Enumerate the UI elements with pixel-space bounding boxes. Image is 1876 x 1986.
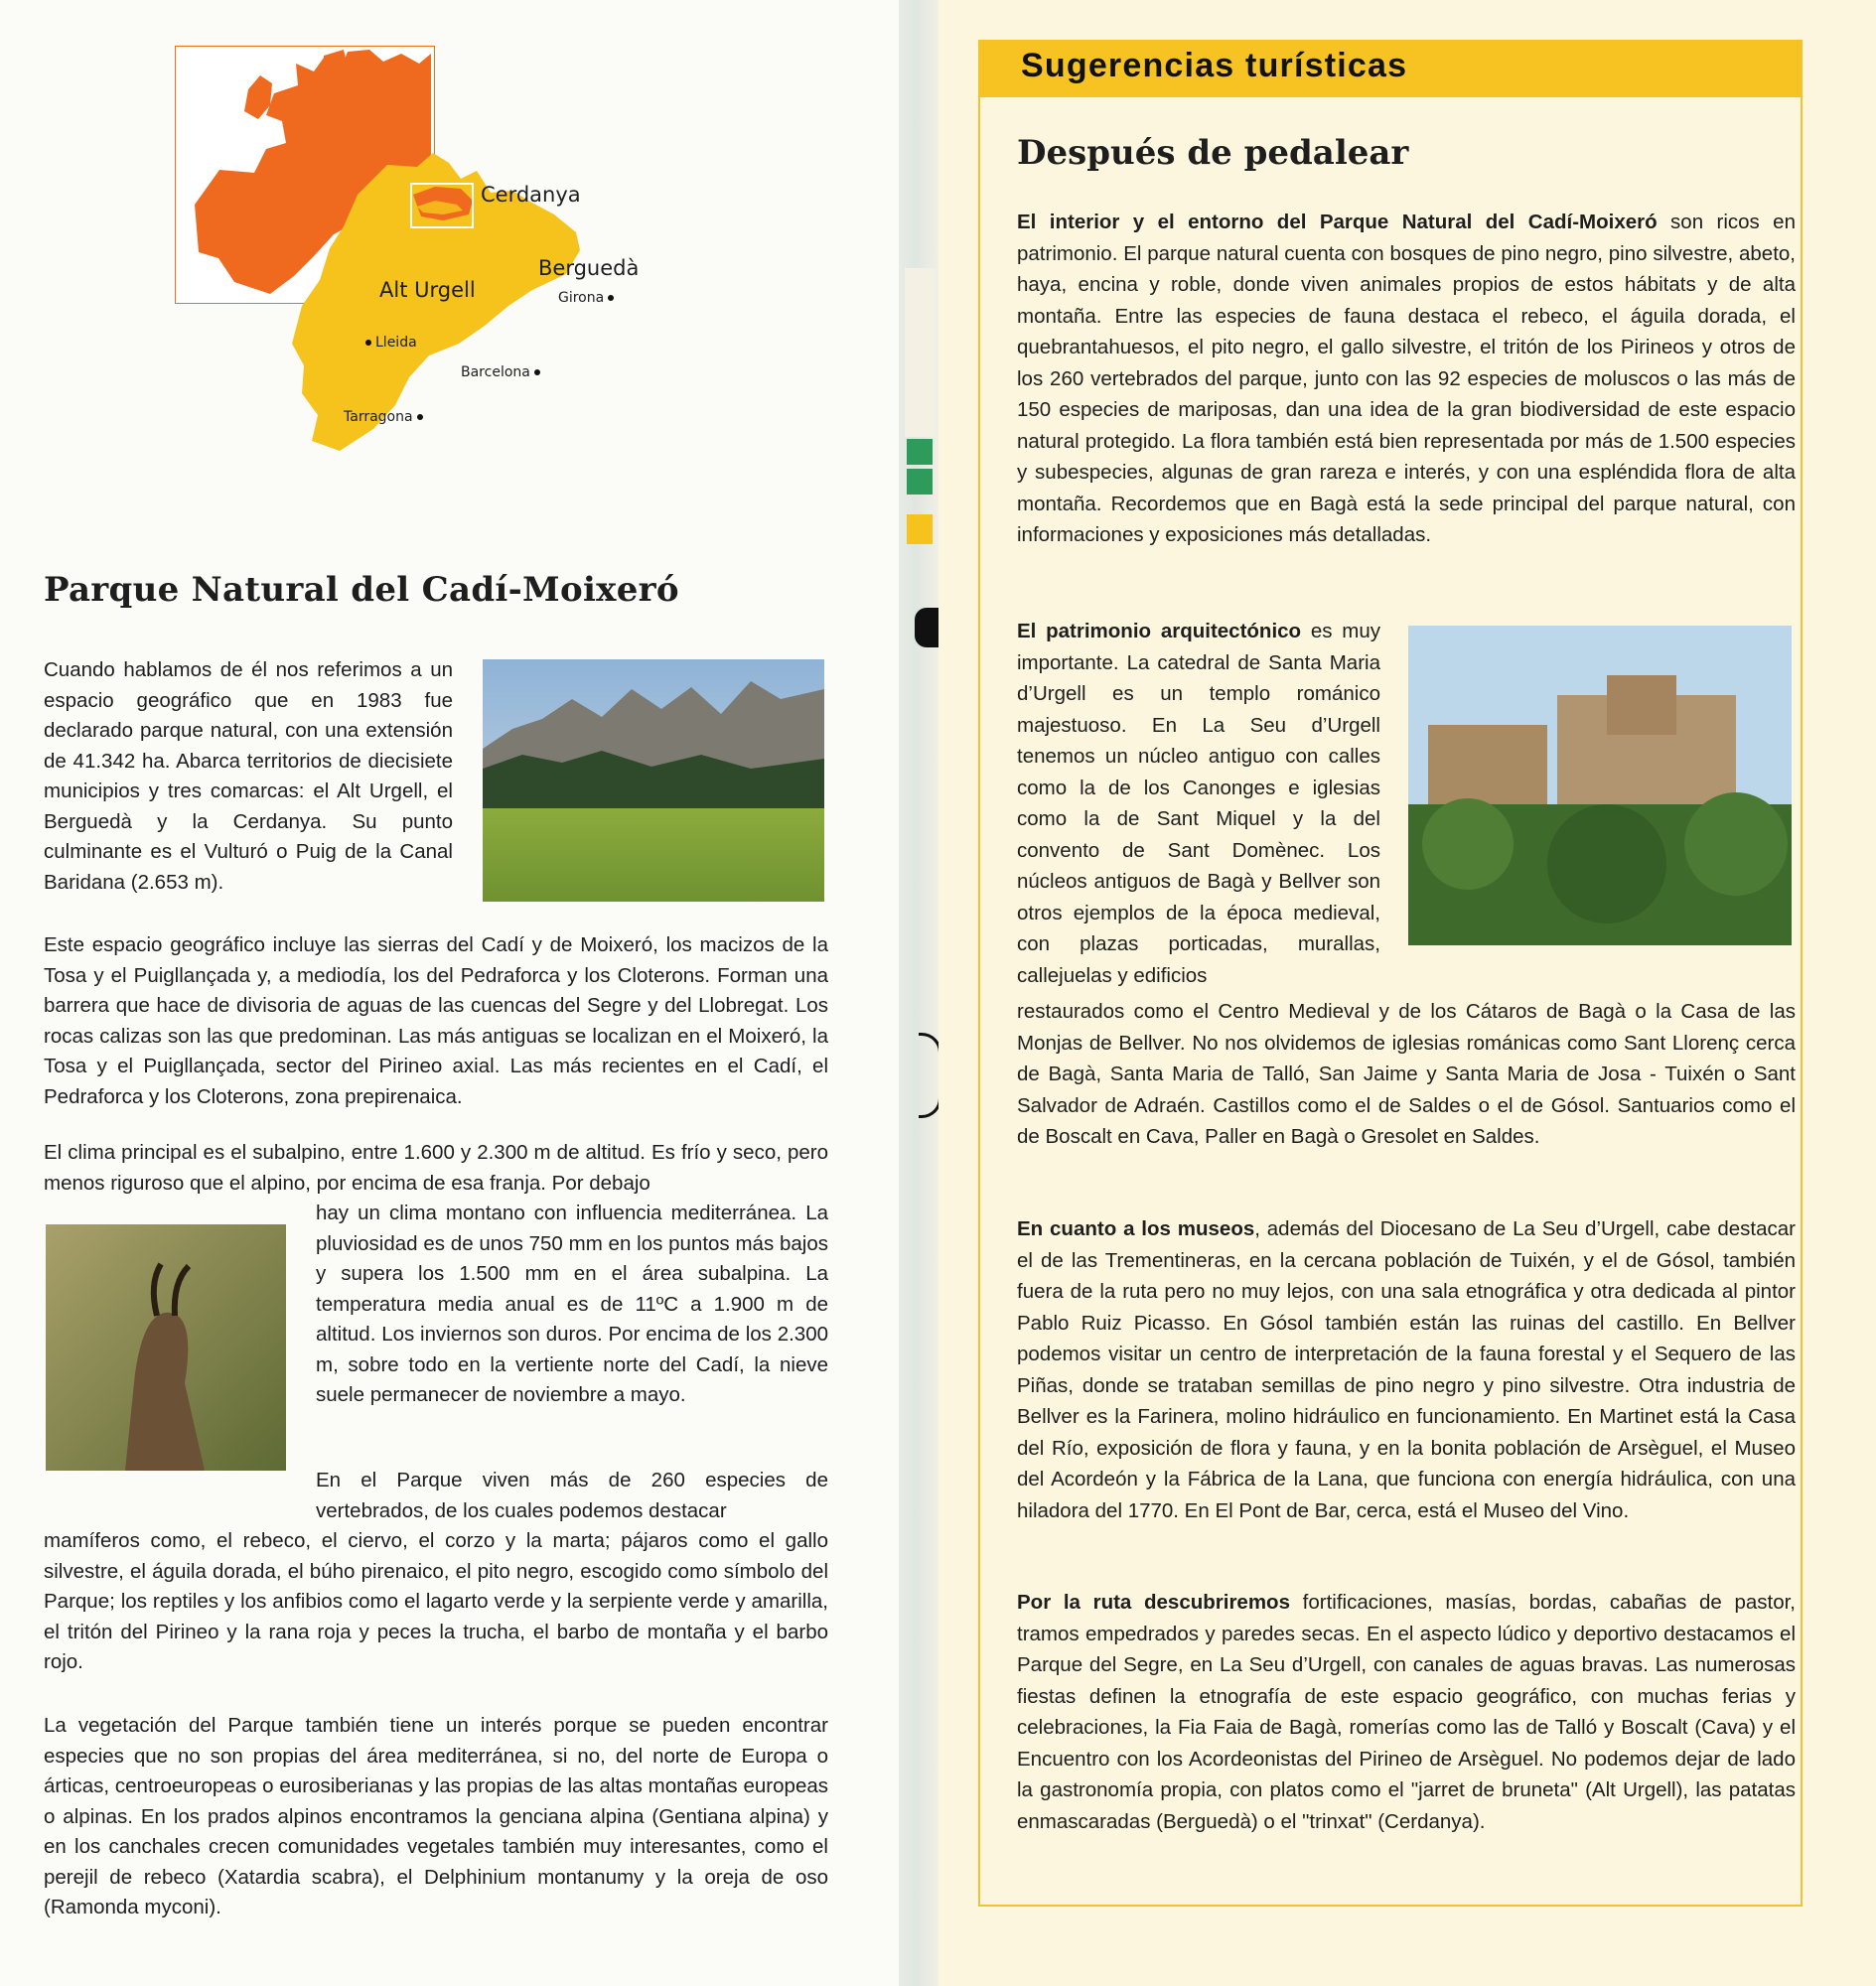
chamois-photo [46,1224,286,1471]
heritage-body: son ricos en patrimonio. El parque natural cuenta con bosques de pino negro, pino silvestre, abeto, haya, encina y roble, donde viven animales propios de estos hábitats y de alta montaña. Entre las especies de fauna destaca el rebeco, el águila dorada, el quebrantahuesos, el pito negro, el gallo silvestre, el tritón de los Pirineos y otros de los 260 vertebrados del parque, junto con las 92 especies de moluscos o las más de 150 especies de mariposas, dan una idea de la gran biodiversidad de este espacio natural protegido. La flora también está bien representada por más de 1.500 especies y subespecies, algunas de gran rareza e interés, y con una espléndida flora de alta montaña. Recordemos que en Bagà está la sede principal del parque natural, con informaciones y exposiciones más detalladas. [1017,211,1796,546]
route-paragraph [1017,1587,1796,1837]
page-gutter [899,0,938,1986]
mountain-meadow-photo [483,659,824,902]
location-map [175,46,691,463]
city-dot [365,340,371,346]
map-label-bergueda: Berguedà [538,256,640,280]
museums-paragraph [1017,1213,1796,1526]
intro-paragraph: Cuando hablamos de él nos referimos a un espacio geográfico que en 1983 fue declarado parque natural, con una extensión de 41.342 ha. Abarca territorios de diecisiete municipios y tres comarcas: el Alt Urgell, el Berguedà y la Cerdanya. Su punto culminante es el Vulturó o Puig de la Canal Baridana (2.653 m). [44,658,453,894]
city-dot [417,414,423,420]
vegetation-paragraph: La vegetación del Parque también tiene un interés porque se pueden encontrar especies que no son propias del área mediterránea, si no, del norte de Europa o árticas, centroeuropeas o eurosiberianas y las propias de las altas montañas europeas o alpinas. En los prados alpinos encontramos la genciana alpina (Gentiana alpina) y en los canchales crecen comunidades vegetales también muy interesantes, como el perejil de rebeco (Xatardia scabra), el Delphinium montanumy y la oreja de oso (Ramonda myconi). [44,1714,828,1918]
heritage-lead: El interior y el entorno del Parque Natural del Cadí-Moixeró [1017,211,1658,233]
banner-title: Sugerencias turísticas [1021,47,1408,84]
fauna-paragraph-intro: En el Parque viven más de 260 especies de vertebrados, de los cuales podemos destacar [316,1469,828,1522]
city-dot [534,369,540,375]
map-label-cerdanya: Cerdanya [481,183,581,207]
museums-lead: En cuanto a los museos [1017,1217,1255,1240]
heritage-paragraph [1017,207,1796,551]
map-label-barcelona: Barcelona [461,364,544,380]
map-label-lleida: Lleida [361,335,417,351]
architecture-body-a: es muy importante. La catedral de Santa Maria d’Urgell es un templo románico majestuoso. En La Seu d’Urgell tenemos un núcleo antiguo con calles como la de los Canonges e iglesias como la de Sant Miquel y la del convento de Sant Domènec. Los núcleos antiguos de Bagà y Bellver son otros ejemplos de la época medieval, con plazas porticadas, murallas, callejuelas y edificios [1017,620,1380,987]
map-label-girona: Girona [558,290,618,306]
climate-paragraph-intro: El clima principal es el subalpino, entre 1.600 y 2.300 m de altitud. Es frío y seco, pero menos riguroso que el alpino, por encima de esa franja. Por debajo [44,1141,828,1195]
cathedral-photo [1408,626,1792,945]
section-title: Después de pedalear [1017,133,1409,173]
fauna-paragraph: mamíferos como, el rebeco, el ciervo, el corzo y la marta; pájaros como el gallo silvestre, el águila dorada, el búho pirenaico, el pito negro, escogido como símbolo del Parque; los reptiles y los anfibios como el lagarto verde y la serpiente verde y amarilla, el tritón del Pirineo y la rana roja y peces la trucha, el barbo de montaña y el barbo rojo. [44,1529,828,1673]
geography-paragraph: Este espacio geográfico incluye las sierras del Cadí y de Moixeró, los macizos de la Tosa y el Puigllançada y, a mediodía, los del Pedraforca y los Cloterons. Forman una barrera que hace de divisoria de aguas de las cuencas del Segre y del Llobregat. Los rocas calizas son las que predominan. Las más antiguas se localizan en el Moixeró, la Tosa y el Puigllançada, sector del Pirineo axial. Las más recientes en el Cadí, el Pedraforca y los Cloterons, zona prepirenaica. [44,933,828,1108]
climate-paragraph: hay un clima montano con influencia mediterránea. La pluviosidad es de unos 750 mm en los puntos más bajos y supera los 1.500 mm en el área subalpina. La temperatura media anual es de 11ºC a 1.900 m de altitud. Los inviernos son duros. Por encima de los 2.300 m, sobre todo en la vertiente norte del Cadí, la nieve suele permanecer de noviembre a mayo. [316,1202,828,1406]
route-body: fortificaciones, masías, bordas, cabañas de pastor, tramos empedrados y paredes secas. En el aspecto lúdico y deportivo destacamos el Parque del Segre, en La Seu d’Urgell, con canales de aguas bravas. Las numerosas fiestas definen la etnografía de este espacio geográfico, con muchas ferias y celebraciones, la Fia Faia de Bagà, romerías como las de Talló y Boscalt (Cava) y el Encuentro con los Acordeonistas del Pirineo de Arsèguel. No podemos dejar de lado la gastronomía propia, con platos como el "jarret de bruneta" (Alt Urgell), las patatas enmascaradas (Berguedà) o el "trinxat" (Cerdanya). [1017,1591,1797,1833]
map-label-tarragona: Tarragona [344,409,427,425]
city-dot [608,295,614,301]
museums-body: , además del Diocesano de La Seu d’Urgell, cabe destacar el de las Trementineras, en la cercana población de Tuixén, y el de Gósol, también fuera de la ruta pero no muy lejos, con una sala etnográfica y otra dedicada al pintor Pablo Ruiz Picasso. En Gósol también están las ruinas del castillo. En Bellver podemos visitar un centro de interpretación de la fauna forestal y el Sequero de las Piñas, donde se trataban semillas de pino negro y pino silvestre. Otra industria de Bellver es la Farinera, molino hidráulico en funcionamiento. En Martinet está la Casa del Río, exposición de flora y fauna, y en la bonita población de Arsèguel, el Museo del Acordeón y la Fábrica de la Lana, que funciona con energía hidráulica, con una hiladora del 1770. En El Pont de Bar, cerca, está el Museo del Vino. [1017,1217,1796,1522]
architecture-paragraph-intro [1017,616,1380,991]
map-label-alt-urgell: Alt Urgell [379,278,476,302]
architecture-lead: El patrimonio arquitectónico [1017,620,1302,642]
architecture-paragraph: restaurados como el Centro Medieval y de los Cátaros de Bagà o la Casa de las Monjas de Bellver. No nos olvidemos de iglesias románicas como Sant Llorenç cerca de Bagà, Santa Maria de Talló, San Jaime y Santa Maria de Josa - Tuixén o Sant Salvador de Adraén. Castillos como el de Saldes o el de Gósol. Santuarios como el de Boscalt en Cava, Paller en Bagà o Gresolet en Saldes. [1017,1000,1796,1148]
page-title: Parque Natural del Cadí-Moixeró [44,570,679,610]
route-lead: Por la ruta descubriremos [1017,1591,1290,1614]
